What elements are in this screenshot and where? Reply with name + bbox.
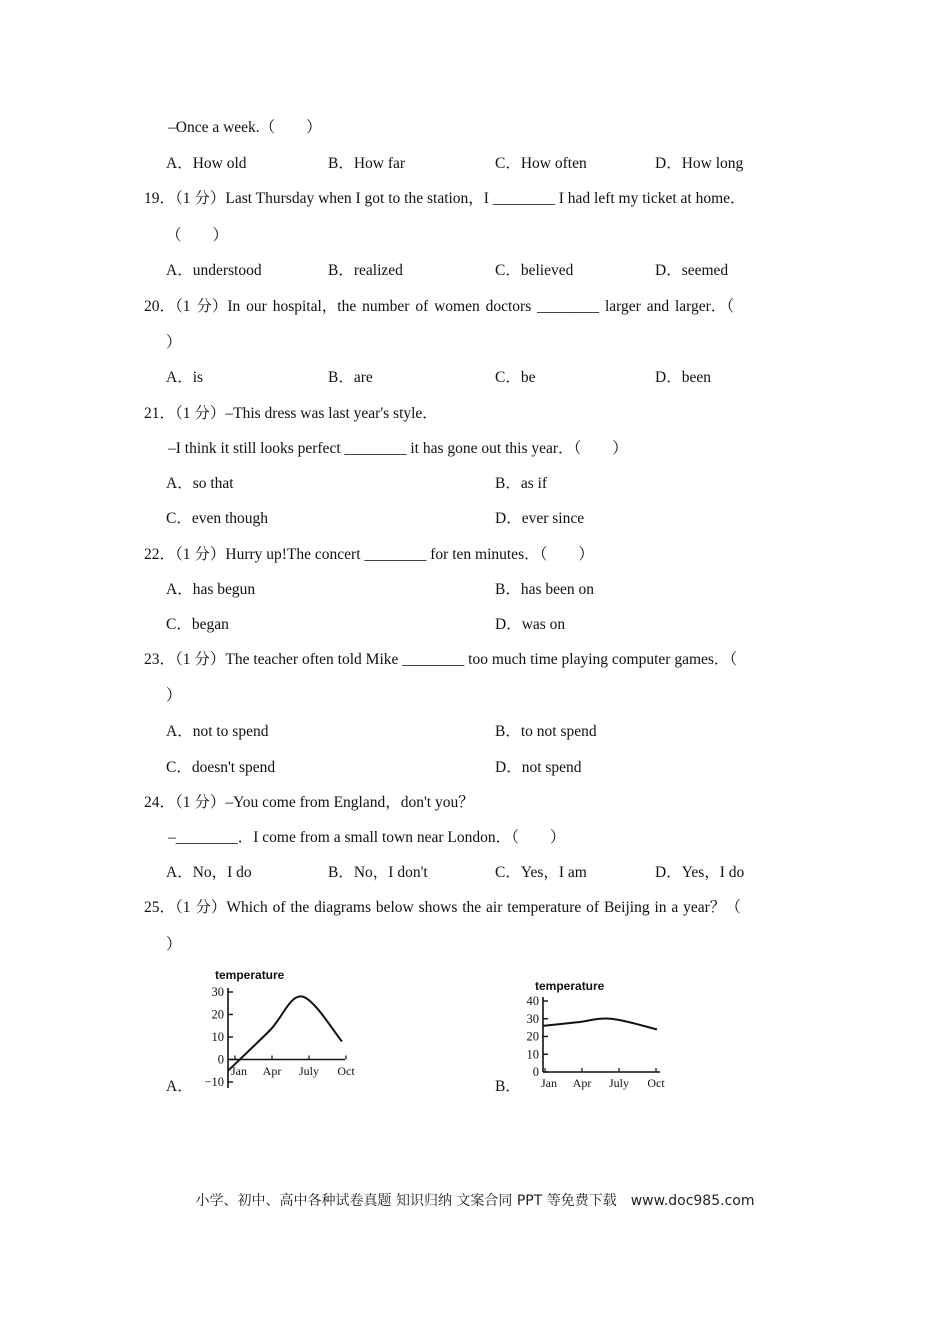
chart-b-y-tick-label-1: 30 bbox=[526, 1011, 539, 1026]
q23-option-a: A．not to spend bbox=[166, 723, 269, 740]
q22-option-a: A．has begun bbox=[166, 581, 256, 598]
q23-option-b: B．to not spend bbox=[495, 723, 597, 740]
q19-paren: （ ） bbox=[166, 227, 229, 244]
q24-line2: –________．I come from a small town near London．（ ） bbox=[168, 829, 566, 846]
q18-option-b: B．How far bbox=[328, 155, 406, 172]
q19-option-d: D．seemed bbox=[655, 262, 729, 279]
q24-option-c: C．Yes，I am bbox=[495, 864, 587, 881]
q21-option-c: C．even though bbox=[166, 510, 269, 527]
q20-option-a: A．is bbox=[166, 369, 204, 386]
q20-option-b: B．are bbox=[328, 369, 373, 386]
q18-option-c: C．How often bbox=[495, 155, 587, 172]
chart-a-title: temperature bbox=[215, 968, 285, 982]
q21-stem: 21．（1 分）–This dress was last year's style． bbox=[144, 405, 438, 422]
q18-option-d: D．How long bbox=[655, 155, 744, 172]
chart-a-x-tick-label-2: July bbox=[298, 1064, 320, 1078]
chart-a-y-tick-label-2: 10 bbox=[211, 1030, 224, 1044]
q23-stem: 23．（1 分）The teacher often told Mike ________ too much time playing computer games．（ bbox=[144, 651, 738, 668]
q23-option-d: D．not spend bbox=[495, 759, 582, 776]
q25-stem: 25．（1 分）Which of the diagrams below shows the air temperature of Beijing in a year？（ bbox=[144, 899, 741, 916]
q20-paren: ） bbox=[166, 334, 182, 351]
chart-a-y-tick-label-4: −10 bbox=[204, 1075, 224, 1089]
q21-option-d: D．ever since bbox=[495, 510, 585, 527]
q19-option-a: A．understood bbox=[166, 262, 262, 279]
chart-b-x-tick-label-1: Apr bbox=[572, 1076, 592, 1090]
footer-text: 小学、初中、高中各种试卷真题 知识归纳 文案合同 PPT 等免费下载 www.doc985.com bbox=[195, 1193, 755, 1209]
q20-stem: 20．（1 分）In our hospital，the number of women doctors ________ larger and larger．（ bbox=[144, 298, 735, 315]
q19-stem: 19．（1 分）Last Thursday when I got to the station，I ________ I had left my ticket at home． bbox=[144, 190, 746, 207]
chart-a-x-tick-label-3: Oct bbox=[337, 1064, 355, 1078]
chart-b-x-tick-label-3: Oct bbox=[647, 1076, 665, 1090]
chart-a bbox=[190, 962, 370, 1094]
q23-paren: ） bbox=[166, 687, 182, 704]
chart-b-y-tick-label-4: 0 bbox=[532, 1065, 539, 1079]
chart-a-x-tick-label-1: Apr bbox=[262, 1064, 282, 1078]
q25-label-a: A． bbox=[166, 1078, 193, 1095]
chart-b-y-tick-label-3: 10 bbox=[526, 1047, 539, 1062]
q20-option-c: C．be bbox=[495, 369, 536, 386]
q22-option-c: C．began bbox=[166, 616, 229, 633]
chart-b-x-tick-label-0: Jan bbox=[541, 1076, 557, 1090]
chart-b-x-tick-label-2: July bbox=[608, 1076, 630, 1090]
q19-option-c: C．believed bbox=[495, 262, 574, 279]
chart-b-series-line bbox=[543, 1019, 657, 1030]
q21-option-a: A．so that bbox=[166, 475, 234, 492]
q25-paren: ） bbox=[166, 936, 182, 953]
q21-line2: –I think it still looks perfect ________ it has gone out this year．（ ） bbox=[168, 440, 628, 457]
q22-option-d: D．was on bbox=[495, 616, 566, 633]
q18-option-a: A．How old bbox=[166, 155, 247, 172]
q20-option-d: D．been bbox=[655, 369, 711, 386]
chart-b-title: temperature bbox=[535, 979, 605, 993]
q24-stem: 24．（1 分）–You come from England，don't you？ bbox=[144, 794, 474, 811]
chart-b-y-tick-label-0: 40 bbox=[526, 994, 539, 1008]
q23-option-c: C．doesn't spend bbox=[166, 759, 276, 776]
q22-stem: 22．（1 分）Hurry up!The concert ________ for ten minutes．（ ） bbox=[144, 546, 594, 563]
q21-option-b: B．as if bbox=[495, 475, 548, 492]
q24-option-b: B．No，I don't bbox=[328, 864, 428, 881]
chart-b-y-tick-label-2: 20 bbox=[526, 1029, 539, 1044]
chart-b bbox=[515, 974, 675, 1094]
q25-label-b: B． bbox=[495, 1078, 521, 1095]
chart-a-y-tick-label-0: 30 bbox=[211, 985, 224, 999]
q18-answer-line: –Once a week.（ ） bbox=[168, 119, 322, 136]
chart-a-x-tick-label-0: Jan bbox=[231, 1064, 247, 1078]
q24-option-a: A．No，I do bbox=[166, 864, 252, 881]
chart-a-y-tick-label-3: 0 bbox=[217, 1052, 224, 1067]
chart-a-y-tick-label-1: 20 bbox=[211, 1007, 224, 1022]
q19-option-b: B．realized bbox=[328, 262, 403, 279]
q22-option-b: B．has been on bbox=[495, 581, 595, 598]
q24-option-d: D．Yes，I do bbox=[655, 864, 745, 881]
